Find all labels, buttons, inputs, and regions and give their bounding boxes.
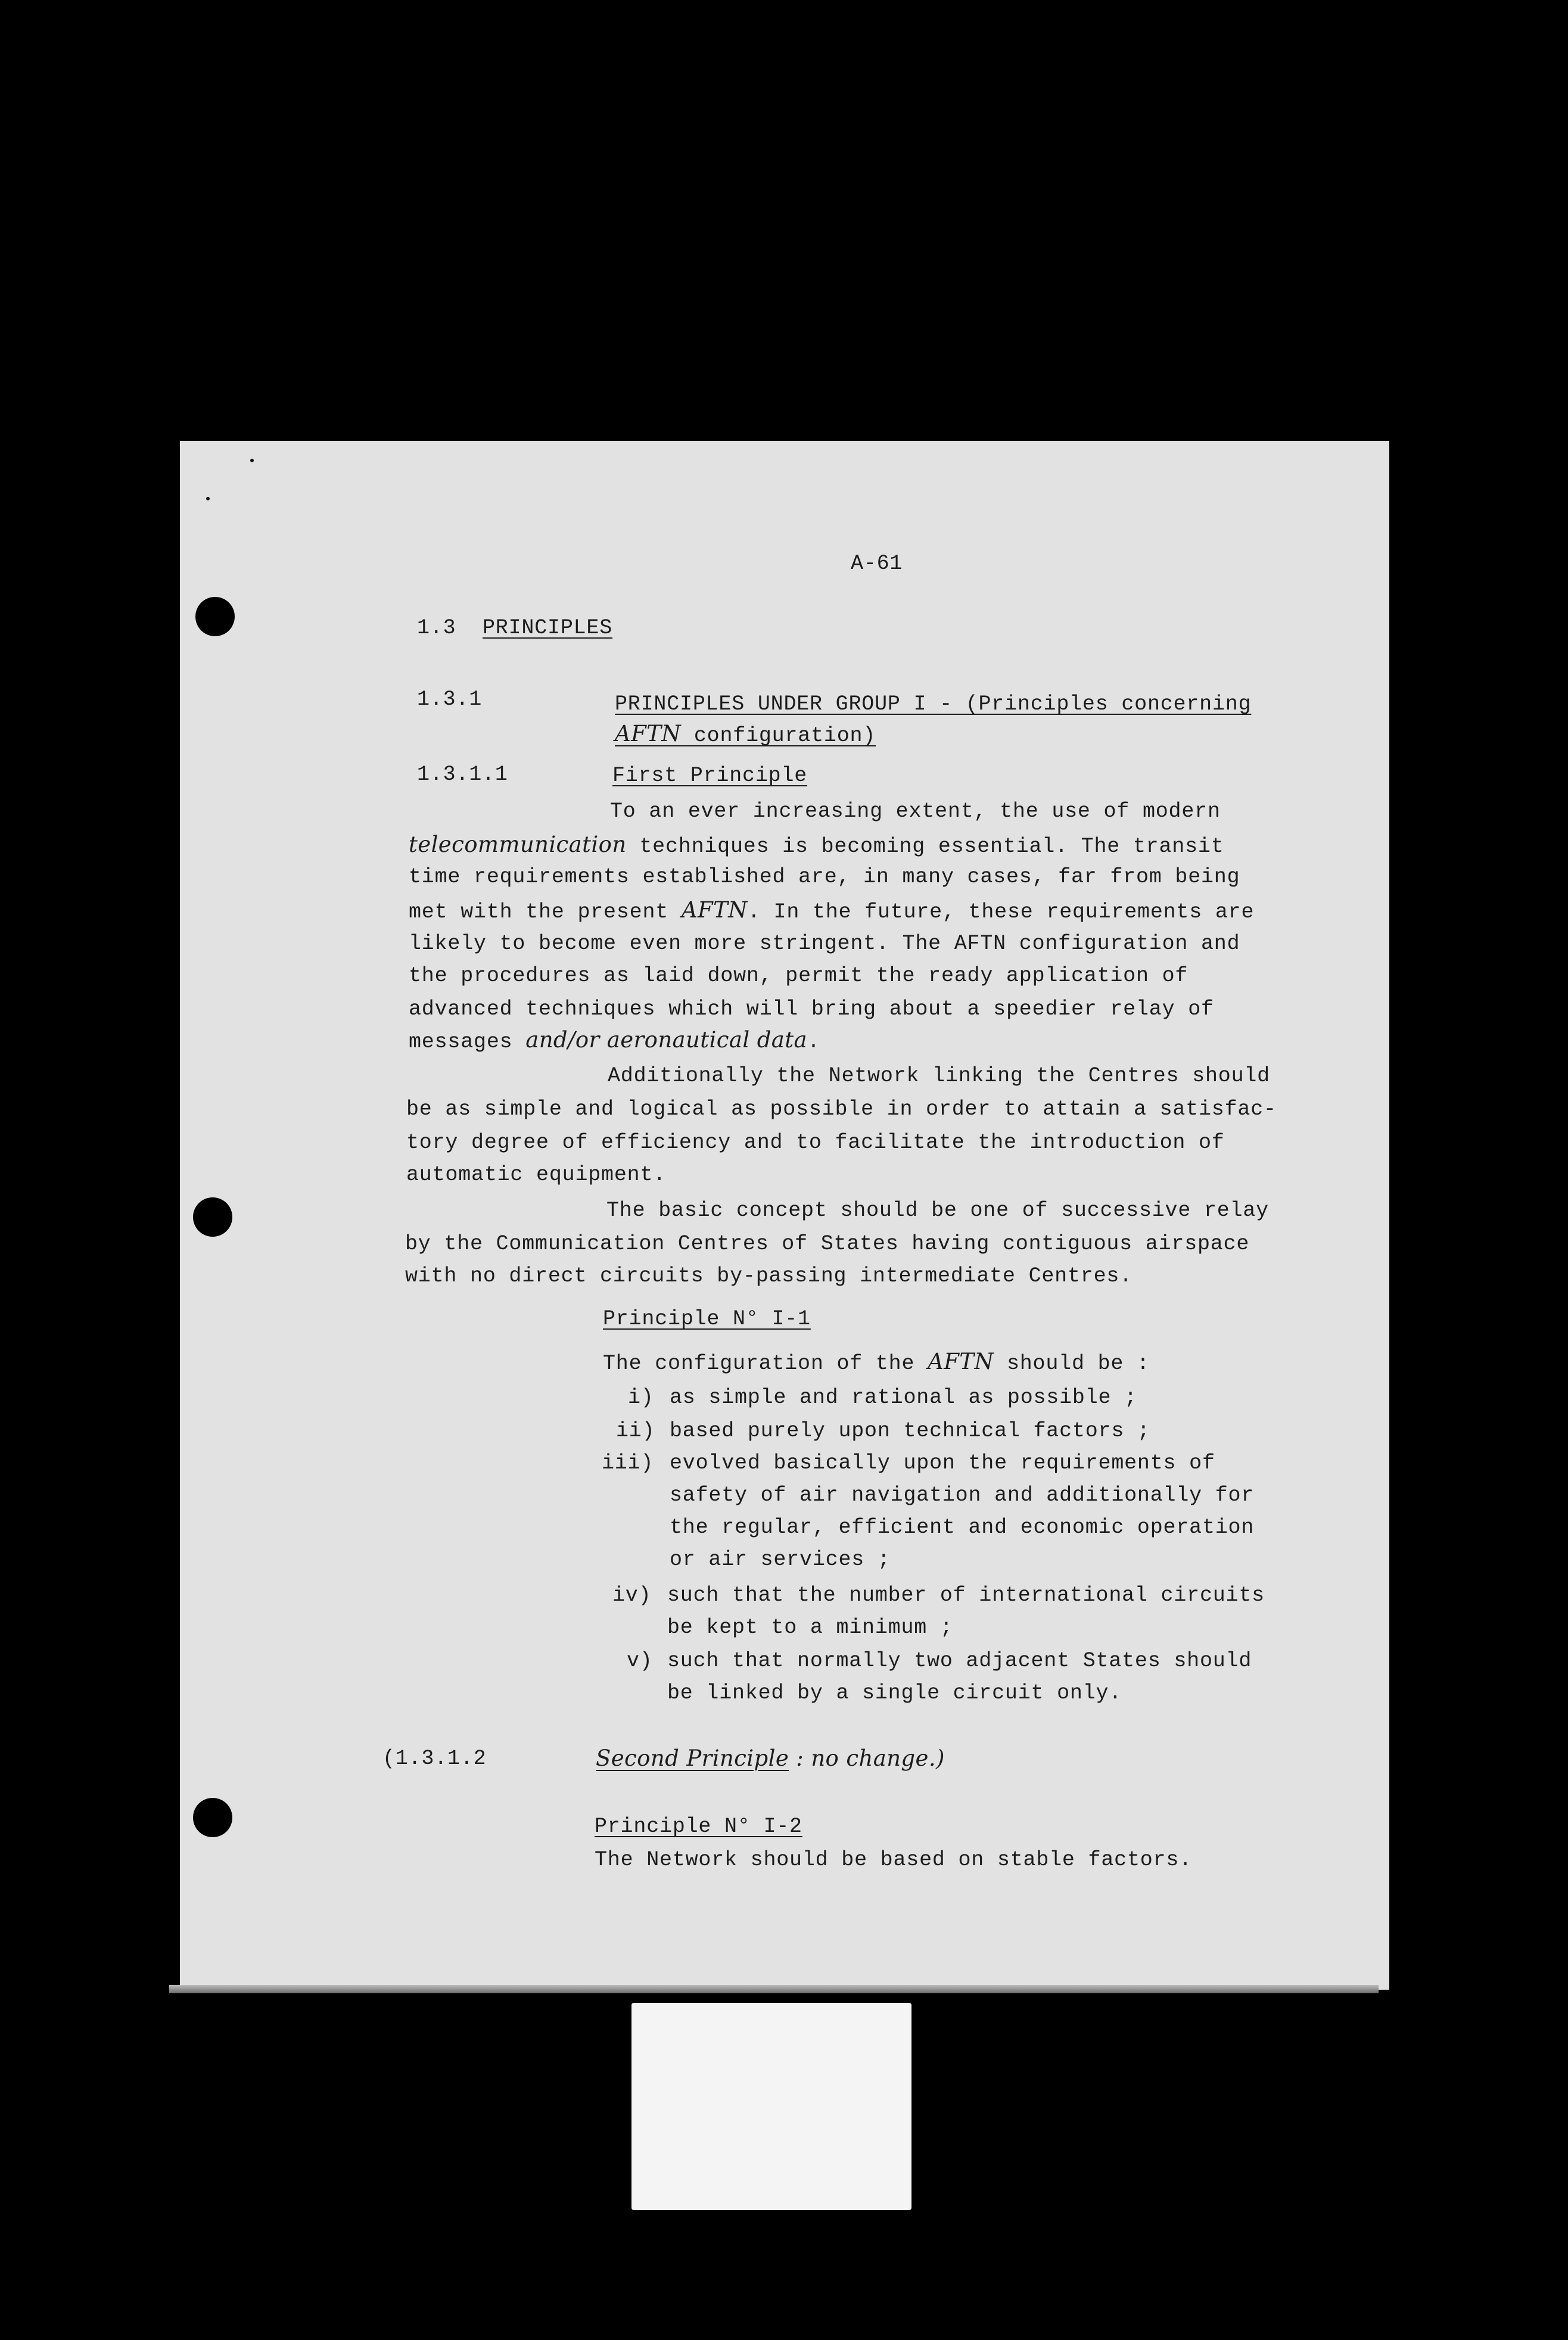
handwritten-insert: Second Principle (596, 1745, 789, 1771)
subsection-title: First Principle (612, 764, 808, 788)
para3-line: by the Communication Centres of States having contiguous airspace (405, 1232, 1250, 1256)
list-item-text: as simple and rational as possible ; (670, 1386, 1137, 1409)
para1-line: telecommunication techniques is becoming essential. The transit (409, 832, 1224, 858)
list-item-text: based purely upon technical factors ; (670, 1419, 1150, 1443)
section-1-3-1-2-title: Second Principle : no change.) (596, 1745, 945, 1771)
principle-i1-intro: The configuration of the AFTN should be : (603, 1349, 1150, 1376)
punch-hole-bottom (193, 1798, 232, 1837)
blank-card (631, 2003, 911, 2210)
section-title-handwritten: AFTN (615, 721, 682, 746)
page-number: A-61 (851, 552, 903, 575)
para1-line: met with the present AFTN. In the future, these requirements are (409, 897, 1255, 924)
para2-line: Additionally the Network linking the Centres should (608, 1064, 1270, 1088)
principle-i2-text: The Network should be based on stable factors. (595, 1848, 1192, 1872)
handwritten-insert: AFTN (681, 897, 748, 923)
para1-line: the procedures as laid down, permit the ready application of (409, 964, 1189, 988)
para1-line: likely to become even more stringent. The AFTN configuration and (409, 932, 1240, 956)
list-item-number: iv) (612, 1583, 652, 1607)
punch-hole-top (195, 597, 235, 636)
punch-hole-middle (193, 1197, 232, 1237)
list-item-text: or air services ; (670, 1548, 891, 1572)
paper-speck (250, 459, 254, 462)
para1-line: messages and/or aeronautical data. (409, 1027, 820, 1054)
section-title-line2: AFTN configuration) (615, 721, 876, 748)
list-item-text: such that normally two adjacent States should (667, 1649, 1252, 1673)
list-item-text: the regular, efficient and economic operation (670, 1516, 1255, 1539)
list-item-text: be linked by a single circuit only. (667, 1681, 1122, 1705)
subsection-number: 1.3.1.1 (417, 763, 508, 786)
heading-number: 1.3 (417, 616, 456, 640)
para2-line: tory degree of efficiency and to facilitate the introduction of (406, 1131, 1225, 1155)
list-item-number: ii) (616, 1419, 655, 1443)
para2-line: automatic equipment. (406, 1163, 667, 1187)
para1-line: advanced techniques which will bring about a speedier relay of (409, 997, 1214, 1021)
para2-line: be as simple and logical as possible in order to attain a satisfac- (406, 1097, 1277, 1121)
para3-line: The basic concept should be one of successive relay (606, 1199, 1269, 1222)
list-item-number: iii) (602, 1451, 654, 1475)
list-item-number: v) (627, 1649, 653, 1673)
section-1-3-1-2-number: (1.3.1.2 (382, 1747, 487, 1770)
principle-i1-title: Principle N° I-1 (603, 1307, 811, 1331)
section-number: 1.3.1 (417, 687, 483, 711)
list-item-text: safety of air navigation and additionally for (670, 1483, 1255, 1507)
list-item-text: such that the number of international circuits (667, 1583, 1265, 1607)
paper-speck (206, 497, 210, 500)
page-bottom-edge (169, 1985, 1379, 1993)
section-title-line1: PRINCIPLES UNDER GROUP I - (Principles concerning (615, 692, 1252, 716)
list-item-text: be kept to a minimum ; (667, 1616, 953, 1639)
para1-line: time requirements established are, in many cases, far from being (409, 865, 1240, 889)
principle-i2-title: Principle N° I-2 (595, 1815, 802, 1838)
document-page (180, 441, 1389, 1990)
handwritten-insert: AFTN (928, 1349, 994, 1374)
para1-line: To an ever increasing extent, the use of modern (610, 799, 1221, 823)
heading-title: PRINCIPLES (483, 616, 613, 640)
para3-line: with no direct circuits by-passing intermediate Centres. (405, 1264, 1133, 1288)
list-item-text: evolved basically upon the requirements of (670, 1451, 1215, 1475)
handwritten-insert: telecommunication (409, 832, 627, 857)
list-item-number: i) (628, 1386, 654, 1409)
handwritten-insert: and/or aeronautical data (525, 1027, 807, 1053)
